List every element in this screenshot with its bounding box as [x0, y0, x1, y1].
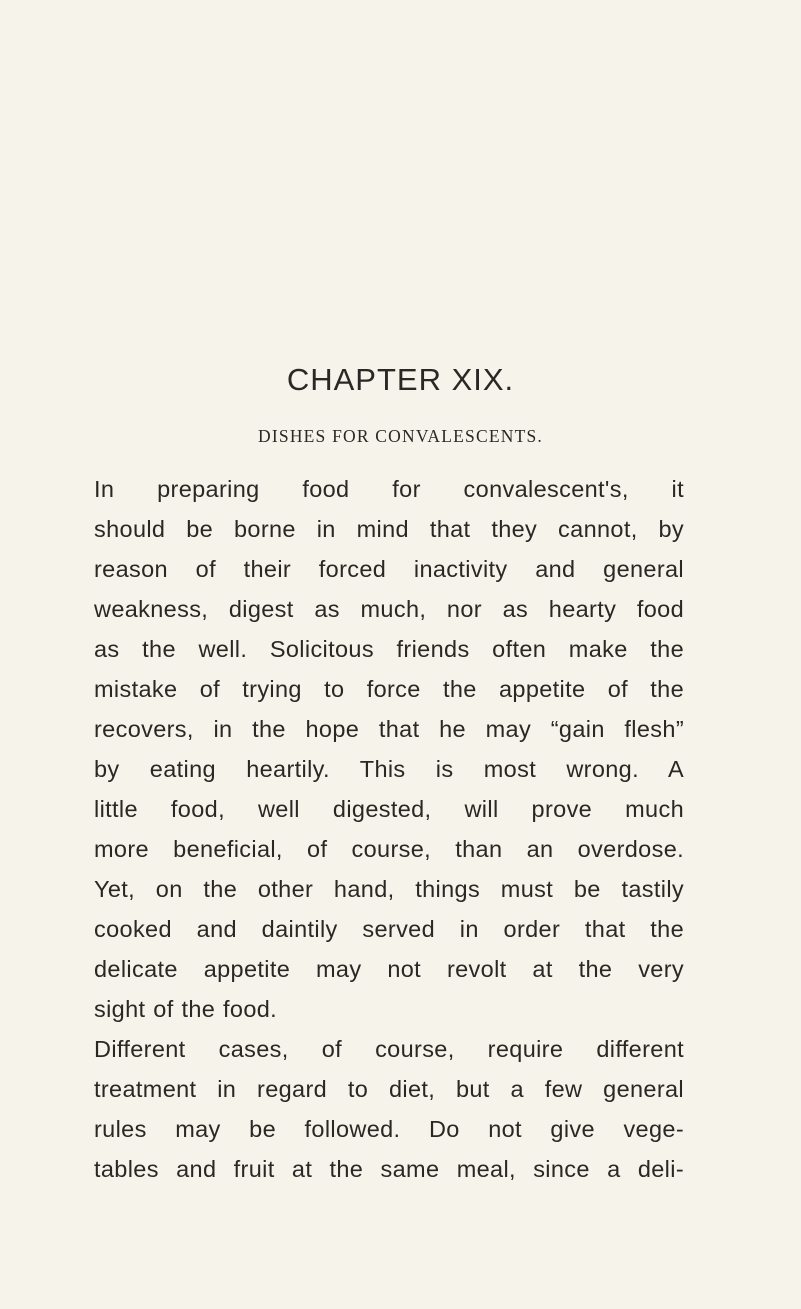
text-line: as the well. Solicitous friends often make the: [94, 636, 684, 662]
text-line: reason of their forced inactivity and general: [94, 556, 684, 582]
text-line: weakness, digest as much, nor as hearty food: [94, 596, 684, 622]
text-line: In preparing food for convalescent's, it: [94, 476, 684, 502]
text-line: should be borne in mind that they cannot, by: [94, 516, 684, 542]
text-line: cooked and daintily served in order that the: [94, 916, 684, 942]
paragraph: [94, 469, 684, 1029]
text-line: delicate appetite may not revolt at the very: [94, 956, 684, 982]
text-line: Yet, on the other hand, things must be tastily: [94, 876, 684, 902]
text-line: rules may be followed. Do not give vege-: [94, 1116, 684, 1142]
chapter-heading: CHAPTER XIX.: [286, 362, 515, 397]
text-line: by eating heartily. This is most wrong. A: [94, 756, 684, 782]
text-line: treatment in regard to diet, but a few general: [94, 1076, 684, 1102]
text-line: Different cases, of course, require different: [94, 1036, 684, 1062]
text-line: tables and fruit at the same meal, since a deli-: [94, 1156, 684, 1182]
paragraph: [94, 1029, 684, 1189]
chapter-subtitle: DISHES FOR CONVALESCENTS.: [258, 426, 543, 446]
text-line: recovers, in the hope that he may “gain flesh”: [94, 716, 684, 742]
body-text: [94, 469, 684, 1189]
text-line: sight of the food.: [94, 996, 278, 1022]
text-line: more beneficial, of course, than an overdose.: [94, 836, 684, 862]
text-line: mistake of trying to force the appetite of the: [94, 676, 684, 702]
text-line: little food, well digested, will prove much: [94, 796, 684, 822]
